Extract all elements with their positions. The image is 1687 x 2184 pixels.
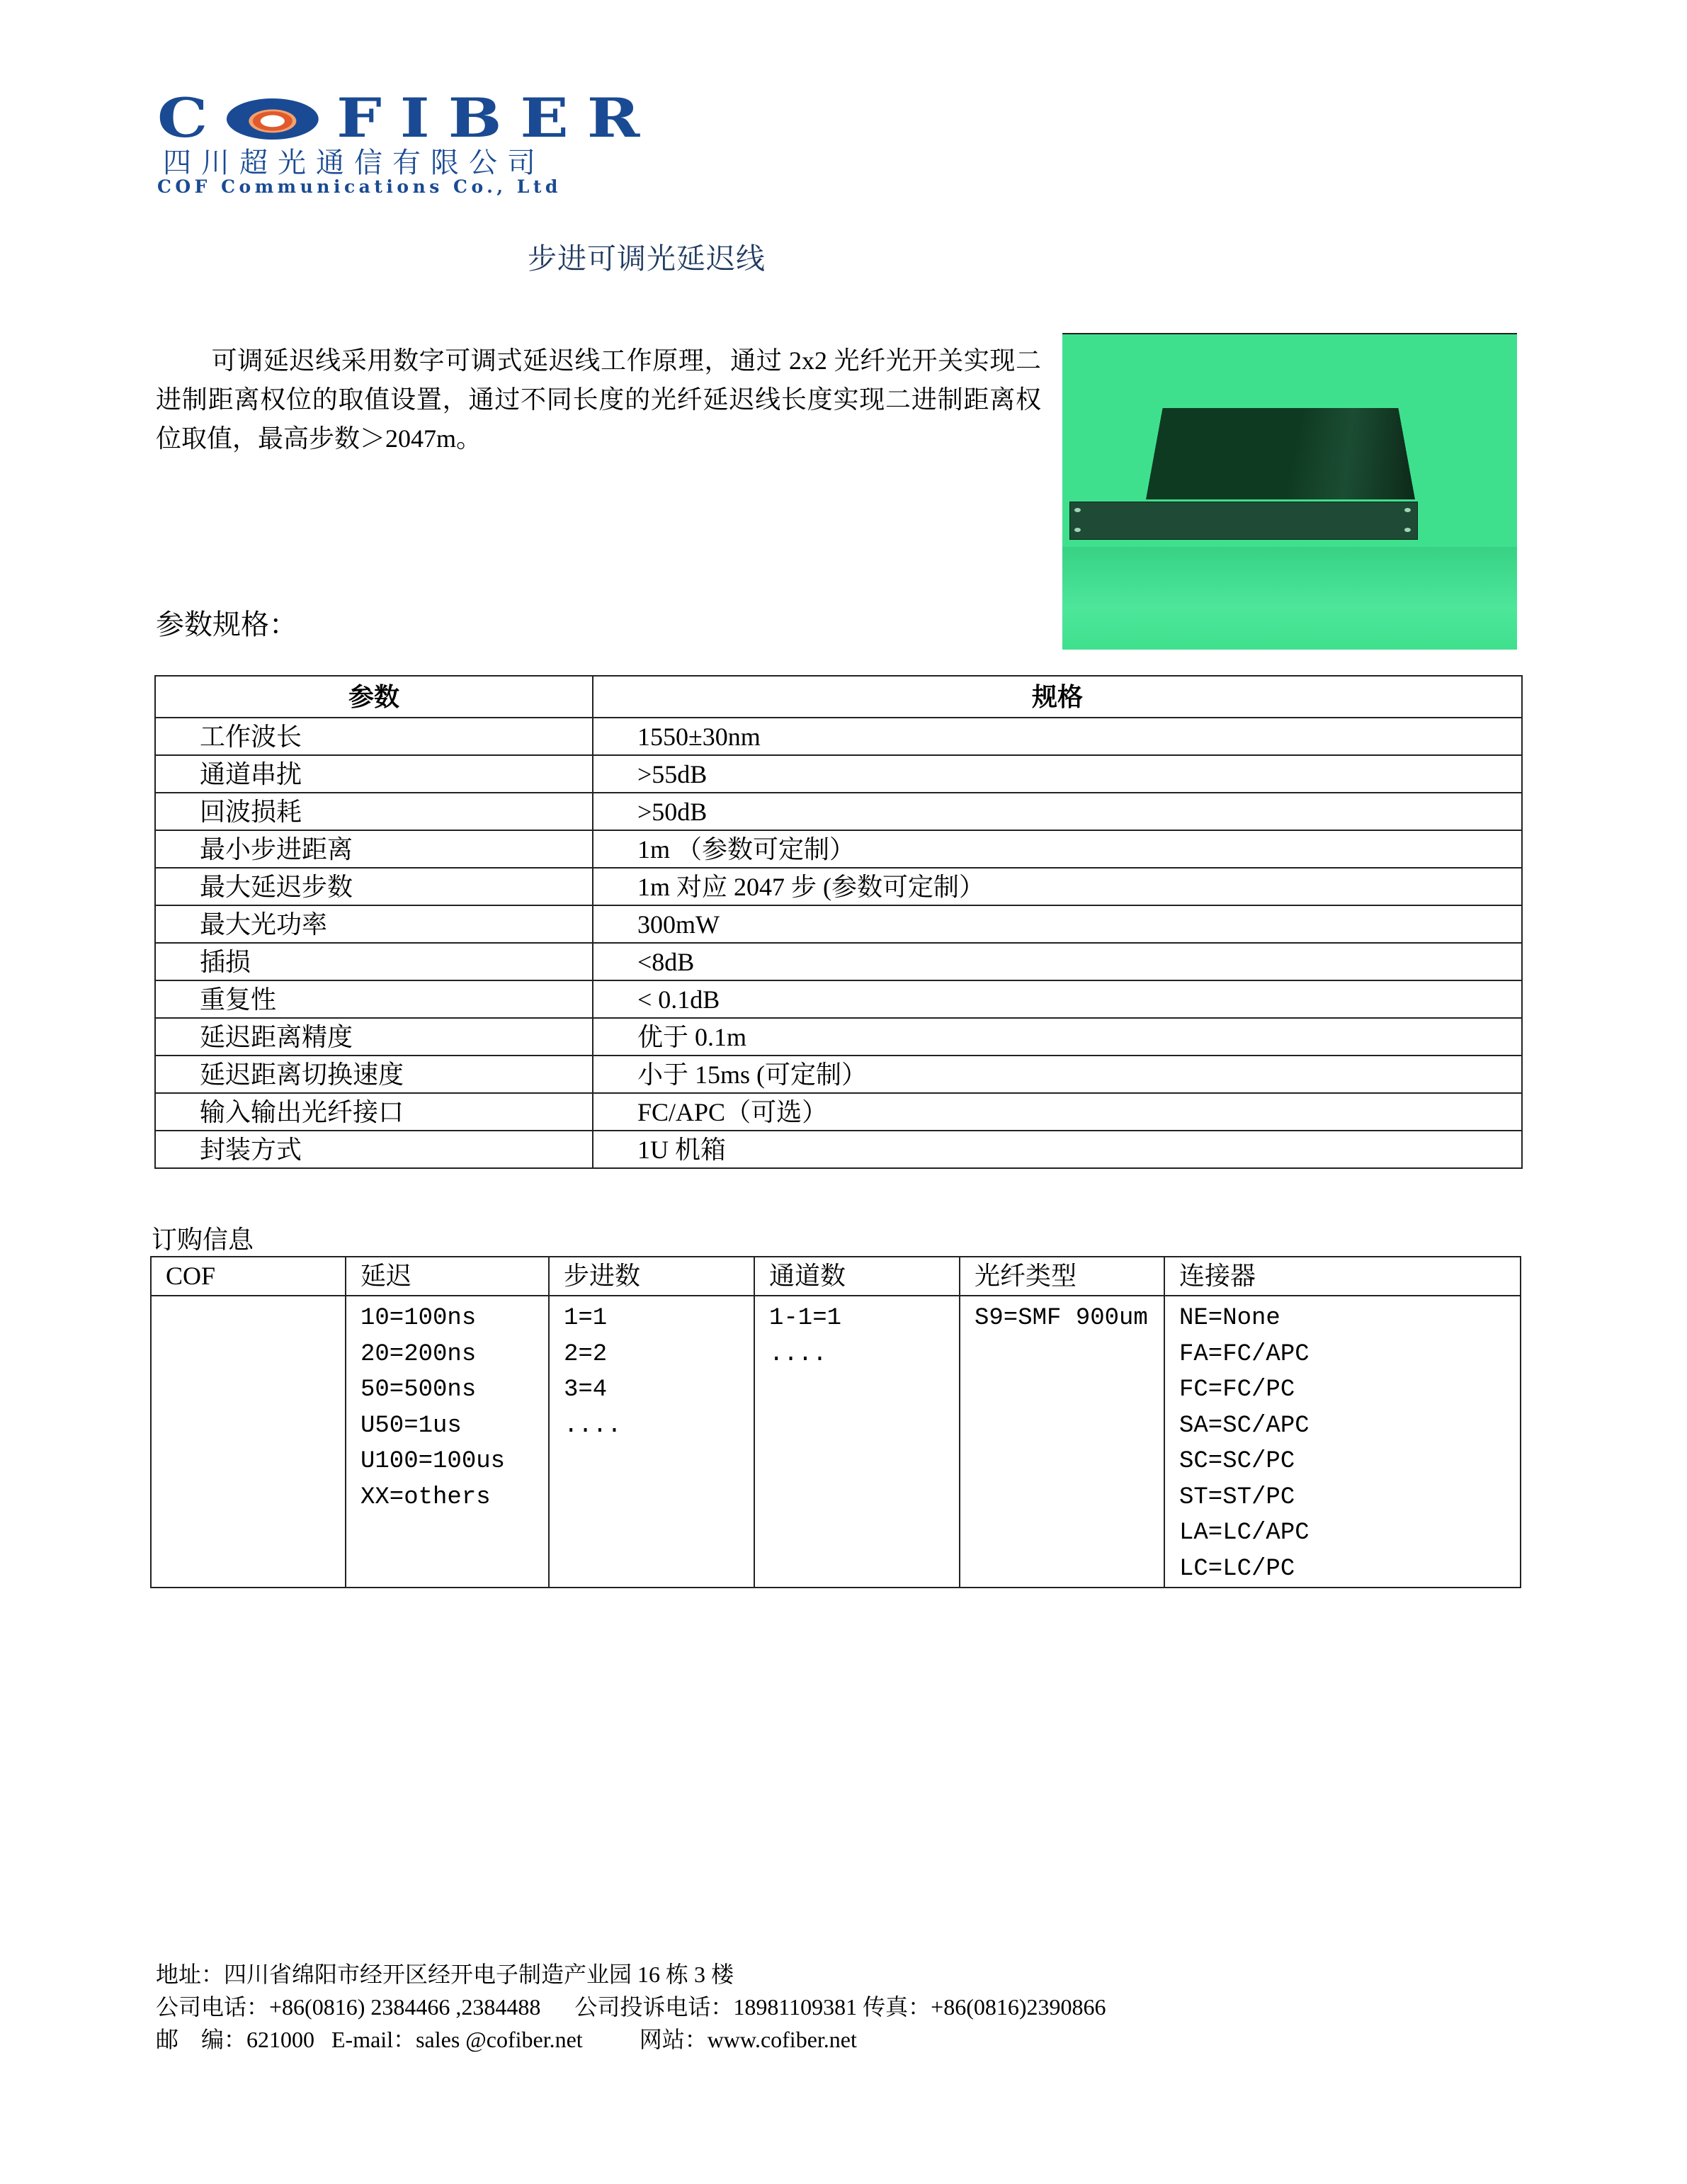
header-cof: COF xyxy=(151,1257,346,1296)
header-fiber-type: 光纤类型 xyxy=(960,1257,1164,1296)
delay-option: U50=1us xyxy=(360,1412,462,1439)
steps-option: 1=1 xyxy=(564,1305,608,1332)
intro-text: 可调延迟线采用数字可调式延迟线工作原理，通过 2x2 光纤光开关实现二进制距离权位的取值设置，通过不同长度的光纤延迟线长度实现二进制距离权位取值，最高步数＞2047m。 xyxy=(156,346,1041,453)
param-cell: 最大光功率 xyxy=(155,905,593,943)
value-cell: < 0.1dB xyxy=(593,980,1522,1018)
param-cell: 重复性 xyxy=(155,980,593,1018)
spec-section-heading: 参数规格： xyxy=(156,609,297,641)
param-cell: 延迟距离切换速度 xyxy=(155,1056,593,1093)
value-cell: 1m （参数可定制） xyxy=(593,830,1522,868)
steps-option: 3=4 xyxy=(564,1376,608,1403)
connector-option: NE=None xyxy=(1179,1305,1280,1332)
value-cell: 1550±30nm xyxy=(593,718,1522,755)
value-cell: 优于 0.1m xyxy=(593,1018,1522,1056)
footer-phone: 公司电话：+86(0816) 2384466 ,2384488 公司投诉电话：18981109381 传真：+86(0816)2390866 xyxy=(156,1994,1106,2020)
value-cell: >55dB xyxy=(593,755,1522,793)
steps-options-cell xyxy=(549,1296,754,1588)
table-row xyxy=(155,905,1522,943)
connector-option: LA=LC/APC xyxy=(1179,1520,1310,1546)
param-cell: 通道串扰 xyxy=(155,755,593,793)
channels-option: 1-1=1 xyxy=(769,1305,842,1332)
order-table-row xyxy=(151,1296,1521,1588)
delay-option: 20=200ns xyxy=(360,1340,477,1368)
table-row xyxy=(155,868,1522,905)
header-channels: 通道数 xyxy=(754,1257,960,1296)
table-row xyxy=(155,980,1522,1018)
table-row xyxy=(155,1131,1522,1168)
param-cell: 延迟距离精度 xyxy=(155,1018,593,1056)
table-row xyxy=(155,755,1522,793)
steps-option: 2=2 xyxy=(564,1340,608,1368)
rack-mount-hole-icon xyxy=(1074,508,1081,512)
value-cell: 1m 对应 2047 步 (参数可定制） xyxy=(593,868,1522,905)
logo-company-name-cn: 四川超光通信有限公司 xyxy=(163,147,545,179)
connector-option: SC=SC/PC xyxy=(1179,1448,1295,1475)
steps-option: .... xyxy=(564,1412,622,1439)
param-cell: 输入输出光纤接口 xyxy=(155,1093,593,1131)
header-param: 参数 xyxy=(155,676,593,718)
table-row xyxy=(155,1056,1522,1093)
rack-mount-hole-icon xyxy=(1404,508,1411,512)
param-cell: 最大延迟步数 xyxy=(155,868,593,905)
param-cell: 插损 xyxy=(155,943,593,980)
header-delay: 延迟 xyxy=(346,1257,549,1296)
footer-contact: 邮 编：621000 E-mail：sales @cofiber.net 网站：www.cofiber.net xyxy=(156,2027,857,2052)
connector-option: FC=FC/PC xyxy=(1179,1376,1295,1403)
intro-paragraph xyxy=(156,341,1041,458)
company-logo xyxy=(157,86,738,197)
delay-option: 50=500ns xyxy=(360,1376,477,1403)
param-cell: 回波损耗 xyxy=(155,793,593,830)
delay-option: U100=100us xyxy=(360,1448,506,1475)
logo-letters-fiber: FIBER xyxy=(336,86,659,149)
photo-background xyxy=(1062,547,1517,650)
param-cell: 工作波长 xyxy=(155,718,593,755)
header-steps: 步进数 xyxy=(549,1257,754,1296)
header-connector: 连接器 xyxy=(1164,1257,1521,1296)
order-table-header xyxy=(151,1257,1521,1296)
chassis-front-panel xyxy=(1069,502,1418,540)
value-cell: FC/APC（可选） xyxy=(593,1093,1522,1131)
value-cell: 小于 15ms (可定制） xyxy=(593,1056,1522,1093)
table-row xyxy=(155,793,1522,830)
spec-table xyxy=(154,675,1523,1169)
delay-options-cell xyxy=(346,1296,549,1588)
fiber-type-option: S9=SMF 900um xyxy=(975,1305,1148,1332)
connector-option: SA=SC/APC xyxy=(1179,1412,1310,1439)
logo-wordmark xyxy=(157,86,843,149)
param-cell: 最小步进距离 xyxy=(155,830,593,868)
chassis-top-panel xyxy=(1146,408,1415,499)
order-info-table xyxy=(150,1256,1521,1588)
table-row xyxy=(155,718,1522,755)
table-row xyxy=(155,830,1522,868)
footer-address: 地址：四川省绵阳市经开区经开电子制造产业园 16 栋 3 楼 xyxy=(156,1962,734,1987)
table-row xyxy=(155,1093,1522,1131)
table-row xyxy=(155,943,1522,980)
logo-fiber-emblem-icon xyxy=(226,98,318,140)
value-cell: 1U 机箱 xyxy=(593,1131,1522,1168)
product-photo xyxy=(1062,333,1517,650)
value-cell: 300mW xyxy=(593,905,1522,943)
spec-table-header xyxy=(155,676,1522,718)
delay-option: XX=others xyxy=(360,1483,491,1511)
rack-mount-hole-icon xyxy=(1404,528,1411,532)
document-title: 步进可调光延迟线 xyxy=(528,242,766,276)
channels-option: .... xyxy=(769,1340,827,1368)
order-info-label: 订购信息 xyxy=(152,1226,254,1254)
value-cell: <8dB xyxy=(593,943,1522,980)
delay-option: 10=100ns xyxy=(360,1305,477,1332)
param-cell: 封装方式 xyxy=(155,1131,593,1168)
rack-mount-hole-icon xyxy=(1074,528,1081,532)
connector-option: ST=ST/PC xyxy=(1179,1483,1295,1511)
connector-option: LC=LC/PC xyxy=(1179,1555,1295,1583)
table-row xyxy=(155,1018,1522,1056)
contact-footer xyxy=(156,1958,1106,2056)
logo-letter-c: C xyxy=(157,86,227,149)
header-spec: 规格 xyxy=(593,676,1522,718)
value-cell: >50dB xyxy=(593,793,1522,830)
logo-company-name-en: COF Communications Co., Ltd xyxy=(157,176,562,197)
channels-options-cell xyxy=(754,1296,960,1588)
connector-option: FA=FC/APC xyxy=(1179,1340,1310,1368)
connector-options-cell xyxy=(1164,1296,1521,1588)
cof-cell xyxy=(151,1296,346,1588)
fiber-type-options-cell xyxy=(960,1296,1164,1588)
